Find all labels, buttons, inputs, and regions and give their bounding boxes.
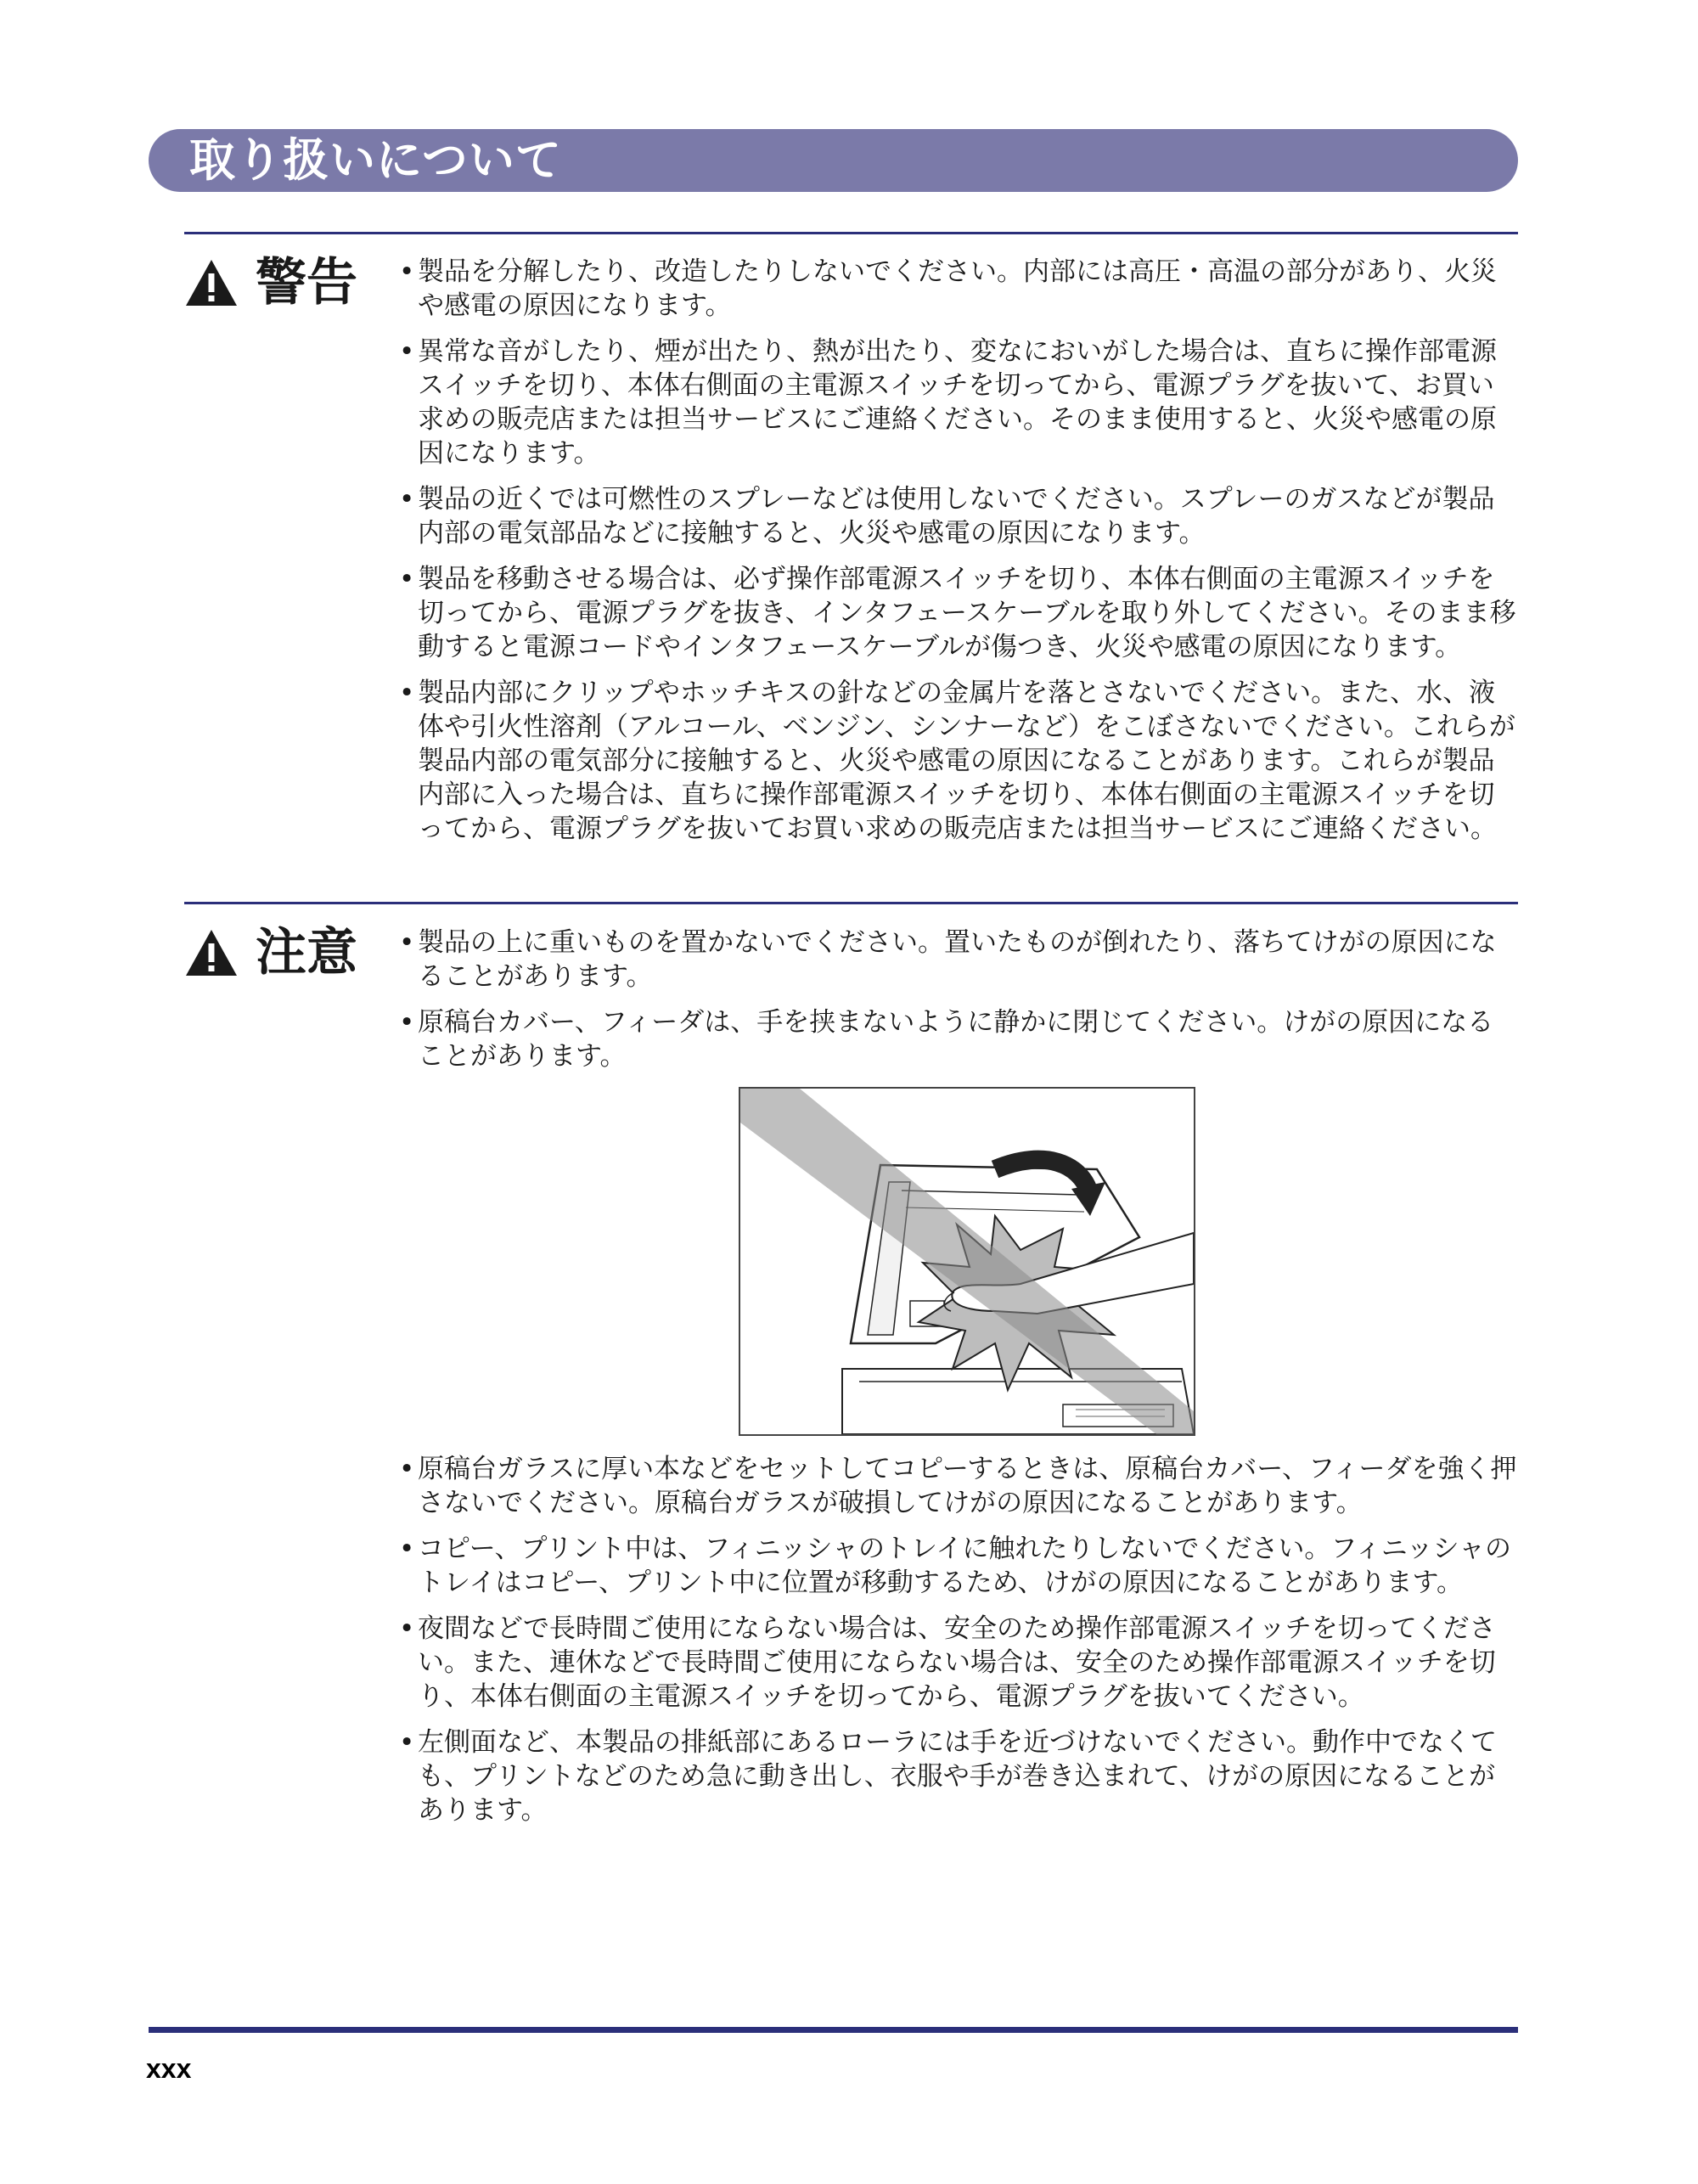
caution-label-text: 注意 <box>256 923 357 982</box>
warning-triangle-icon <box>184 258 239 307</box>
warning-divider <box>184 232 1518 234</box>
feeder-closing-hand-warning-illustration <box>740 1089 1194 1434</box>
warning-list <box>399 255 1520 858</box>
list-item: • 原稿台ガラスに厚い本などをセットしてコピーするときは、原稿台カバー、フィーダを強く押さないでください。原稿台ガラスが破損してけがの原因になることがあります。 <box>399 1454 1517 1518</box>
warning-label-text: 警告 <box>256 253 357 312</box>
caution-divider <box>184 902 1518 904</box>
list-item: • 異常な音がしたり、煙が出たり、熱が出たり、変なにおいがした場合は、直ちに操作部電源スイッチを切り、本体右側面の主電源スイッチを切ってから、電源プラグを抜いて、お買い求めの販売店または担当サービスにご連絡ください。そのまま使用すると、火災や感電の原因になります。 <box>399 336 1497 469</box>
list-item: • 製品の上に重いものを置かないでください。置いたものが倒れたり、落ちてけがの原因になることがあります。 <box>399 927 1497 992</box>
list-item: • 製品の近くでは可燃性のスプレーなどは使用しないでください。スプレーのガスなどが製品内部の電気部品などに接触すると、火災や感電の原因になります。 <box>399 484 1495 549</box>
footer-divider <box>149 2027 1518 2033</box>
list-item: • 製品を分解したり、改造したりしないでください。内部には高圧・高温の部分があり、火災や感電の原因になります。 <box>399 256 1497 321</box>
list-item: • 左側面など、本製品の排紙部にあるローラには手を近づけないでください。動作中でなくても、プリントなどのため急に動き出し、衣服や手が巻き込まれて、けがの原因になることがあります。 <box>399 1727 1497 1826</box>
page-title: 取り扱いについて <box>189 133 562 187</box>
page-number: xxx <box>146 2053 192 2084</box>
section-header-bar <box>149 129 1518 192</box>
feeder-closing-illustration <box>739 1087 1195 1436</box>
list-item: • 夜間などで長時間ご使用にならない場合は、安全のため操作部電源スイッチを切ってください。また、連休などで長時間ご使用にならない場合は、安全のため操作部電源スイッチを切り、本体右側面の主電源スイッチを切ってから、電源プラグを抜いてください。 <box>399 1613 1496 1712</box>
list-item: • 製品を移動させる場合は、必ず操作部電源スイッチを切り、本体右側面の主電源スイッチを切ってから、電源プラグを抜き、インタフェースケーブルを取り外してください。そのまま移動すると電源コードやインタフェースケーブルが傷つき、火災や感電の原因になります。 <box>399 564 1516 662</box>
warning-label <box>184 253 357 312</box>
list-item: • コピー、プリント中は、フィニッシャのトレイに触れたりしないでください。フィニッシャのトレイはコピー、プリント中に位置が移動するため、けがの原因になることがあります。 <box>399 1534 1512 1598</box>
list-item: • 原稿台カバー、フィーダは、手を挟まないように静かに閉じてください。けがの原因になることがあります。 <box>399 1007 1494 1072</box>
list-item: • 製品内部にクリップやホッチキスの針などの金属片を落とさないでください。また、水、液体や引火性溶剤（アルコール、ベンジン、シンナーなど）をこぼさないでください。これらが製品内部の電気部分に接触すると、火災や感電の原因になることがあります。これらが製品内部に入った場合は、直ちに操作部電源スイッチを切り、本体右側面の主電源スイッチを切ってから、電源プラグを抜いてお買い求めの販売店または担当サービスにご連絡ください。 <box>399 678 1515 844</box>
caution-triangle-icon <box>184 928 239 977</box>
caution-list-bottom <box>399 1452 1520 1839</box>
caution-label <box>184 923 357 982</box>
caution-list-top <box>399 926 1520 1085</box>
